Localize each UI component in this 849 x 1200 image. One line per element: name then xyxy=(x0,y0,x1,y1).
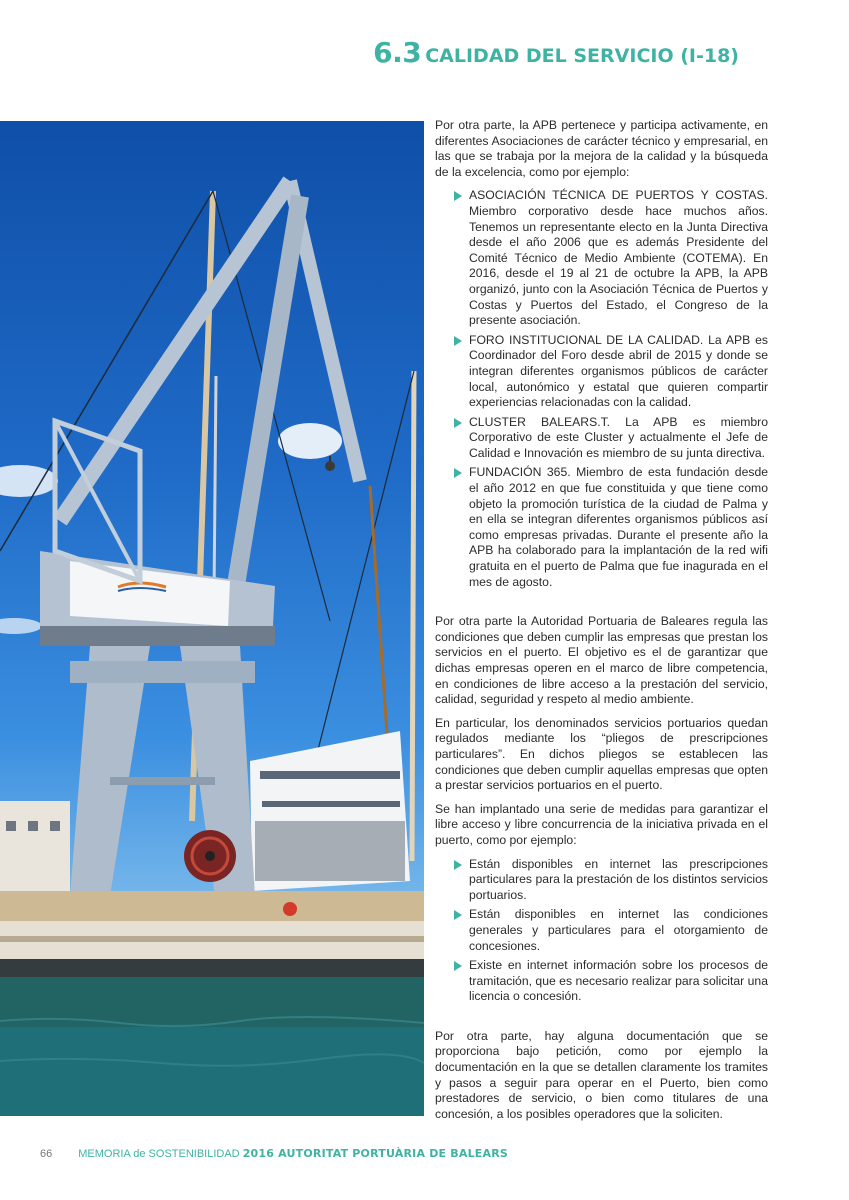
associations-list xyxy=(435,188,768,590)
list-item xyxy=(469,333,768,411)
main-text-column xyxy=(435,118,768,1130)
list-item-text: Están disponibles en internet las condiciones generales y particulares para el otorgamiento de concesiones. xyxy=(469,907,768,953)
triangle-bullet-icon xyxy=(454,910,462,920)
regulation-paragraph: Por otra parte la Autoridad Portuaria de Baleares regula las condiciones que deben cumplir las empresas que prestan los servicios en el puerto. El objetivo es el de garantizar que dichas empresas operen en el marco de libre competencia, en condiciones de libre acceso a la prestación del servicio, calidad, seguridad y respeto al medio ambiente. xyxy=(435,614,768,707)
triangle-bullet-icon xyxy=(454,336,462,346)
list-item xyxy=(469,857,768,904)
list-item-text: CLUSTER BALEARS.T. La APB es miembro Corporativo de este Cluster y actualmente el Jefe de Calidad e Innovación es miembro de su junta directiva. xyxy=(469,414,768,460)
section-title: CALIDAD DEL SERVICIO (I-18) xyxy=(425,45,739,67)
list-item-text: FUNDACIÓN 365. Miembro de esta fundación desde el año 2012 en que fue constituida y que tiene como objeto la promoción turística de la ciudad de Palma y en ella se integran diferentes organismos públicos así como empresas privadas. Durante el presente año la APB ha colaborado para la implantación de la red wifi gratuita en el puerto de Palma que fue inagurada en el mes de agosto. xyxy=(469,465,768,589)
list-item-text: FORO INSTITUCIONAL DE LA CALIDAD. La APB es Coordinador del Foro desde abril de 2015 y donde se integran diferentes organismos públicos de carácter local, autonómico y estatal que quieren compartir experiencias relacionadas con la calidad. xyxy=(469,332,768,410)
footer-publisher: 2016 AUTORITAT PORTUÀRIA DE BALEARS xyxy=(242,1147,509,1160)
triangle-bullet-icon xyxy=(454,961,462,971)
list-item-text: Existe en internet información sobre los procesos de tramitación, que es necesario realizar para solicitar una licencia o concesión. xyxy=(469,958,768,1004)
triangle-bullet-icon xyxy=(454,468,462,478)
harbor-crane-photo xyxy=(0,121,424,1116)
list-item xyxy=(469,415,768,462)
page-footer xyxy=(40,1147,508,1160)
section-number: 6.3 xyxy=(373,36,422,69)
documentation-paragraph: Por otra parte, hay alguna documentación que se proporciona bajo petición, como por ejemplo la documentación en la que se detallen claramente los tramites y pasos a seguir para operar en el Puerto, bien como prestadores de servicio, o bien como titulares de una concesión, a los posibles operadores que la soliciten. xyxy=(435,1028,768,1121)
triangle-bullet-icon xyxy=(454,191,462,201)
spacer xyxy=(435,598,768,614)
list-item xyxy=(469,958,768,1005)
list-item-text: Están disponibles en internet las prescripciones particulares para la prestación de los distintos servicios portuarios. xyxy=(469,856,768,902)
list-item-text: ASOCIACIÓN TÉCNICA DE PUERTOS Y COSTAS. Miembro corporativo desde hace muchos años. Tenemos un representante electo en la Junta Directiva desde el año 2006 que es además Presidente del Comité Técnico de Medio Ambiente (COTEMA). En 2016, desde el 19 al 21 de octubre la APB, la APB organizó, junto con la Asociación Técnica de Puertos y Costas y Puertos del Estado, el Congreso de la presente asociación. xyxy=(469,188,768,328)
pliegos-paragraph: En particular, los denominados servicios portuarios quedan regulados mediante los “pliegos de prescripciones particulares”. En dichos pliegos se establecen las condiciones que deben cumplir aquellas empresas que opten a prestar servicios portuarios en el puerto. xyxy=(435,715,768,793)
list-item xyxy=(469,907,768,954)
triangle-bullet-icon xyxy=(454,860,462,870)
list-item xyxy=(469,465,768,590)
section-heading xyxy=(373,36,739,69)
spacer xyxy=(435,1013,768,1029)
page-number: 66 xyxy=(40,1148,53,1160)
intro-paragraph: Por otra parte, la APB pertenece y participa activamente, en diferentes Asociaciones de carácter técnico y empresarial, en las que se trabaja por la mejora de la calidad y la búsqueda de la excelencia, como por ejemplo: xyxy=(435,118,768,179)
measures-paragraph: Se han implantado una serie de medidas para garantizar el libre acceso y libre concurrencia de la iniciativa privada en el puerto, como por ejemplo: xyxy=(435,801,768,847)
triangle-bullet-icon xyxy=(454,418,462,428)
measures-list xyxy=(435,857,768,1005)
footer-memoria: MEMORIA de SOSTENIBILIDAD xyxy=(78,1148,240,1160)
list-item xyxy=(469,188,768,328)
